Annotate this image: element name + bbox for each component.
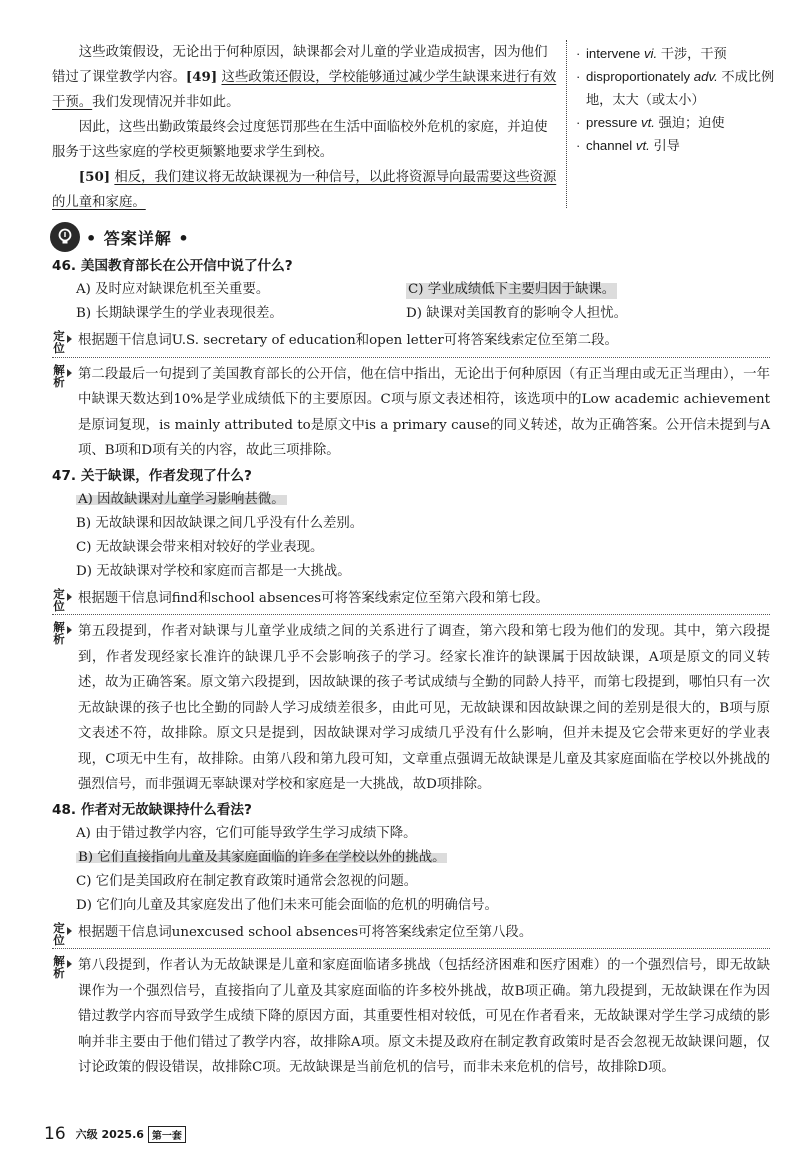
analysis-label: 解析 (53, 362, 65, 389)
vocab-item (576, 134, 776, 157)
question-48: 48. 作者对无故缺课持什么看法? (52, 801, 252, 818)
options-47 (76, 488, 770, 584)
passage (52, 40, 558, 215)
arrow-icon (67, 369, 72, 377)
locate-block-46 (52, 328, 770, 358)
vocab-list (576, 42, 776, 157)
question-47: 47. 关于缺课，作者发现了什么? (52, 467, 252, 484)
vocab-meaning: 不成比例地，太大（或太小） (586, 69, 775, 107)
page-number: 16 (44, 1124, 66, 1144)
locate-text-47: 根据题干信息词find和school absences可将答案线索定位至第六段和第七段。 (78, 590, 549, 606)
section-title: • 答案详解 • (86, 228, 190, 248)
bullet-icon: · (576, 138, 581, 153)
option-46-b: B) 长期缺课学生的学业表现很差。 (76, 306, 283, 321)
vocab-pos: vi. (643, 46, 658, 61)
bullet-icon: · (576, 115, 581, 130)
analysis-block-47 (52, 619, 770, 798)
analysis-text-47: 第五段提到，作者对缺课与儿童学业成绩之间的关系进行了调查，第六段和第七段为他们的发现。其中，第六段提到，作者发现经家长准许的缺课几乎不会影响孩子的学习。经家长准许的缺课属于因故缺课，A项是原文的同义转述，故为正确答案。原文第六段提到，因故缺课的孩子考试成绩与全勤的同龄人持平，而第七段提到，哪怕只有一次无故缺课的孩子也比全勤的同龄人学习成绩差很多，由此可见，无故缺课和因故缺课之间的差别是很大的，B项与原文表述不符，故排除。原文只是提到，因故缺课对学习成绩几乎没有什么影响，但并未提及它会带来更好的学业表现，C项无中生有，故排除。由第八段和第九段可知，文章重点强调无故缺课是儿童及其家庭面临在学校以外挑战的强烈信号，而非强调无辜缺课对学校和家庭是一大挑战，故D项排除。 (78, 624, 770, 792)
option-46-a: A) 及时应对缺课危机至关重要。 (76, 282, 270, 297)
passage-paragraph-1 (52, 40, 558, 115)
underlined-sentence-49: 这些政策还假设，学校能够通过减少学生缺课来进行有效干预。 (52, 70, 557, 110)
analysis-block-46 (52, 362, 770, 464)
arrow-icon (67, 335, 72, 343)
question-46: 46. 美国教育部长在公开信中说了什么? (52, 258, 293, 274)
analysis-label: 解析 (53, 620, 65, 646)
volume-badge: 第一套 (148, 1126, 186, 1143)
option-48-a: A) 由于错过教学内容，它们可能导致学生学习成绩下降。 (76, 825, 417, 841)
question-marker-50: [50] (78, 169, 111, 185)
vocab-word: channel (586, 138, 633, 153)
vocab-meaning: 引导 (653, 138, 680, 153)
locate-block-47 (52, 586, 770, 616)
passage-text: 这些政策假设，无论出于何种原因，缺课都会对儿童的学业造成损害，因为他们错过了课堂教学内容。 (52, 45, 548, 85)
edition-label: 六级 2025.6 (75, 1128, 144, 1141)
bullet-icon: · (576, 46, 581, 61)
passage-text: 我们发现情况并非如此。 (92, 95, 240, 110)
analysis-label: 解析 (53, 954, 65, 980)
arrow-icon (67, 626, 72, 634)
question-marker-49: [49] (185, 69, 218, 85)
passage-paragraph-2: 因此，这些出勤政策最终会过度惩罚那些在生活中面临校外危机的家庭，并迫使服务于这些家庭的学校更频繁地要求学生到校。 (52, 120, 548, 160)
locate-block-48 (52, 920, 770, 950)
options-46 (76, 278, 770, 326)
option-46-c-correct: C) 学业成绩低下主要归因于缺课。 (406, 278, 617, 302)
analysis-block-48 (52, 953, 770, 1081)
arrow-icon (67, 960, 72, 968)
vocab-word: disproportionately (586, 69, 691, 84)
arrow-icon (67, 927, 72, 935)
locate-label: 定位 (53, 329, 65, 355)
lightbulb-icon (50, 222, 80, 252)
option-47-b: B) 无故缺课和因故缺课之间几乎没有什么差别。 (76, 515, 364, 531)
option-48-c: C) 它们是美国政府在制定教育政策时通常会忽视的问题。 (76, 873, 418, 889)
analysis-text-48: 第八段提到，作者认为无故缺课是儿童和家庭面临诸多挑战（包括经济困难和医疗困难）的一个强烈信号，即无故缺课作为一个强烈信号，直接指向了儿童及其家庭面临的许多校外挑战，故B项正确。第九段提到，无故缺课在作为因错过教学内容而导致学生成绩下降的原因方面，其重要性相对较低，可见在作者看来，无故缺课对学生学习成绩的影响并非主要由于他们错过了教学内容，故排除A项。原文未提及政府在制定教育政策时是否会忽视无故缺课问题，仅讨论政策的假设错误，故排除C项。无故缺课是当前危机的信号，而非未来危机的信号，故排除D项。 (78, 958, 770, 1075)
vocab-meaning: 强迫；迫使 (658, 115, 725, 130)
vocab-item (576, 42, 776, 65)
passage-paragraph-3 (52, 165, 558, 215)
vocab-divider (566, 40, 567, 208)
underlined-sentence-50: 相反，我们建议将无故缺课视为一种信号，以此将资源导向最需要这些资源的儿童和家庭。 (52, 170, 557, 210)
answer-explanations (52, 254, 770, 1081)
vocab-pos: vt. (640, 115, 655, 130)
locate-label: 定位 (53, 586, 65, 613)
option-47-d: D) 无故缺课对学校和家庭而言都是一大挑战。 (76, 563, 351, 579)
vocab-item (576, 65, 776, 111)
page-footer (44, 1124, 186, 1144)
vocab-pos: adv. (693, 69, 718, 84)
vocab-pos: vt. (635, 138, 650, 153)
bullet-icon: · (576, 69, 581, 84)
locate-text-46: 根据题干信息词U.S. secretary of education和open letter可将答案线索定位至第二段。 (78, 333, 618, 348)
arrow-icon (67, 593, 72, 601)
option-48-b-correct: B) 它们直接指向儿童及其家庭面临的许多在学校以外的挑战。 (78, 849, 446, 865)
option-47-a-correct: A) 因故缺课对儿童学习影响甚微。 (78, 491, 285, 507)
analysis-text-46: 第二段最后一句提到了美国教育部长的公开信，他在信中指出，无论出于何种原因（有正当理由或无正当理由），一年中缺课天数达到10%是学业成绩低下的主要原因。C项与原文表述相符，该选项中的Low academic achievement是原词复现，is mainly attributed to是原文中is a primary cause的同义转述，故为正确答案。公开信未提到与A项、B项和D项有关的内容，故此三项排除。 (78, 366, 770, 458)
option-48-d: D) 它们向儿童及其家庭发出了他们未来可能会面临的危机的明确信号。 (76, 897, 498, 913)
option-46-d: D) 缺课对美国教育的影响令人担忧。 (406, 306, 628, 321)
vocab-word: intervene (586, 46, 641, 61)
vocab-item (576, 111, 776, 134)
section-header (50, 222, 190, 252)
locate-text-48: 根据题干信息词unexcused school absences可将答案线索定位至第八段。 (78, 924, 533, 940)
option-47-c: C) 无故缺课会带来相对较好的学业表现。 (76, 539, 324, 555)
options-48 (76, 822, 770, 918)
locate-label: 定位 (53, 920, 65, 947)
vocab-word: pressure (586, 115, 638, 130)
vocab-meaning: 干涉，干预 (660, 46, 727, 61)
